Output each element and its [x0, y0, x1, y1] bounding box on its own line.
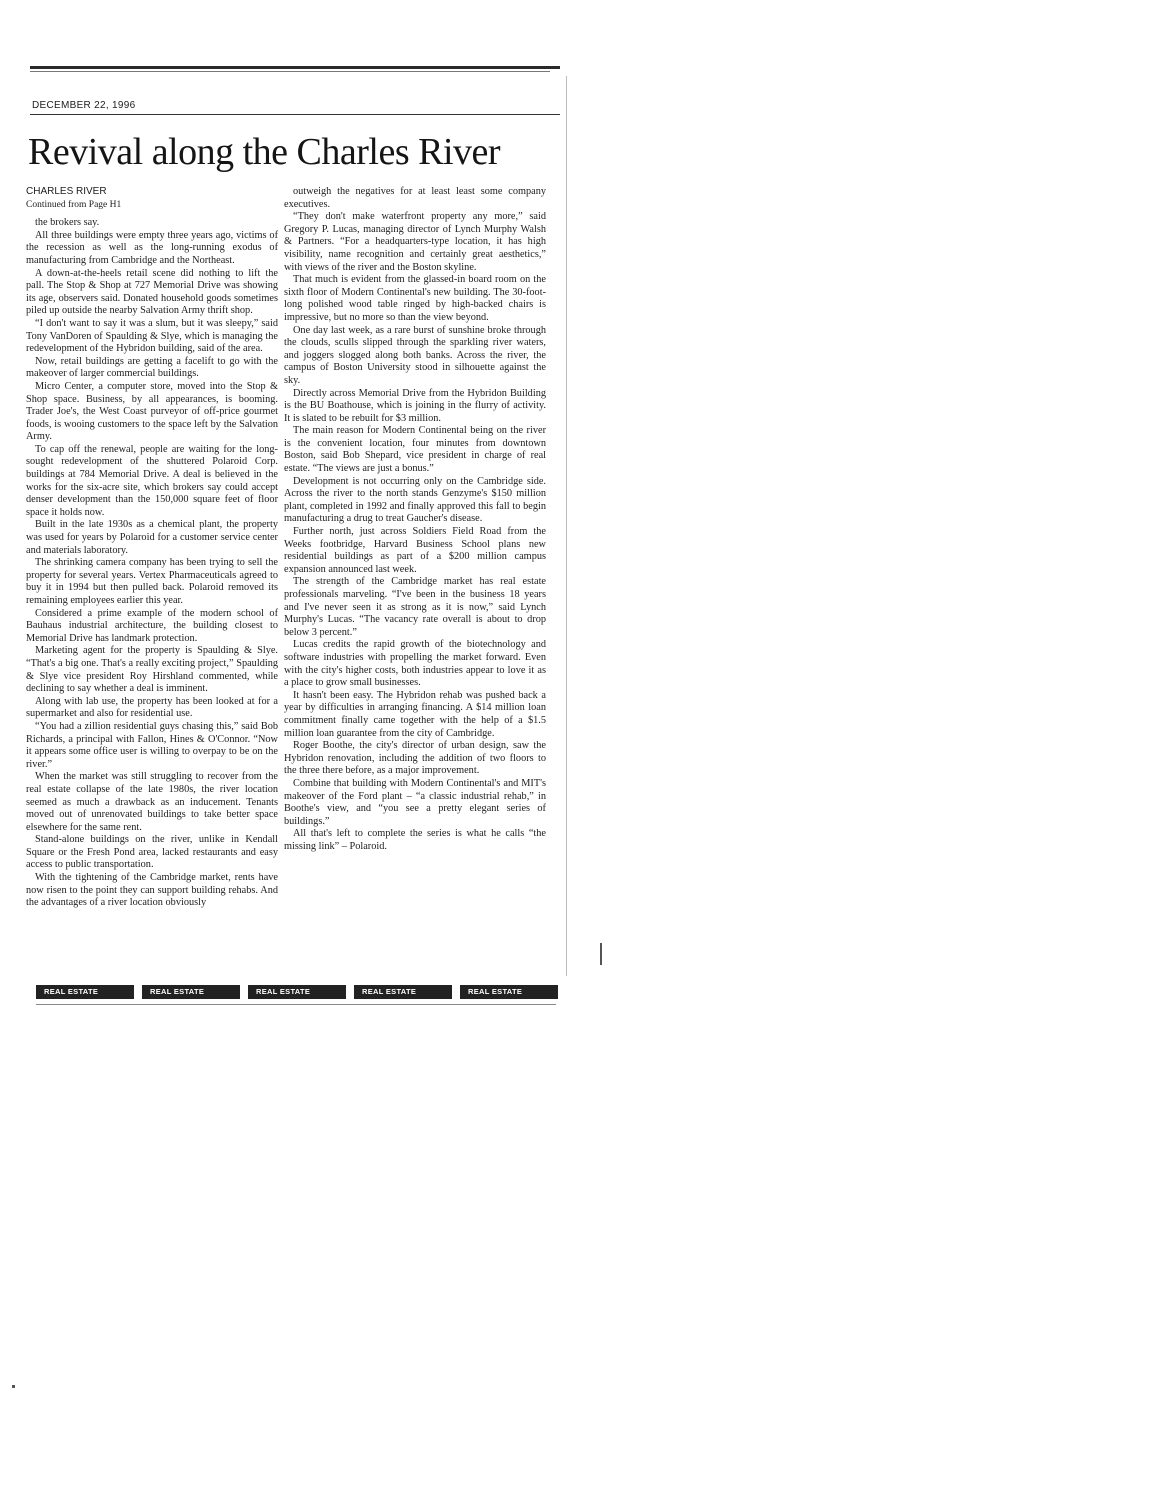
section-footer-strip	[36, 985, 558, 999]
column-left	[26, 186, 278, 910]
section-tab: REAL ESTATE	[36, 985, 134, 999]
paragraph: Marketing agent for the property is Spaulding & Slye. “That's a big one. That's a really exciting project,” Spaulding & Slye vice president Roy Hirshland commented, while declining to say whether a deal is imminent.	[26, 645, 278, 695]
paragraph: Lucas credits the rapid growth of the biotechnology and software industries with propelling the market forward. Even with the city's higher costs, both industries appear to love it as a place to grow small businesses.	[284, 639, 546, 689]
newspaper-clipping	[22, 58, 572, 1023]
paragraph: It hasn't been easy. The Hybridon rehab was pushed back a year by difficulties in arranging financing. A $14 million loan commitment finally came together with the help of a $1.5 million loan guarantee from the city of Cambridge.	[284, 689, 546, 739]
paragraph: One day last week, as a rare burst of sunshine broke through the clouds, sculls slipped through the sparkling river waters, and joggers slogged along both banks. Across the river, the campus of Boston University stood in silhouette against the sky.	[284, 324, 546, 386]
paragraph: Built in the late 1930s as a chemical plant, the property was used for years by Polaroid for a customer service center and materials laboratory.	[26, 519, 278, 556]
scan-mark	[566, 76, 567, 976]
footer-rule	[36, 1004, 556, 1005]
paragraph: A down-at-the-heels retail scene did nothing to lift the pall. The Stop & Shop at 727 Memorial Drive was showing its age, observers said. Donated household goods sometimes piled up outside the nearby Salvation Army thrift shop.	[26, 267, 278, 317]
kicker-continued: Continued from Page H1	[26, 199, 122, 210]
column-right	[284, 186, 546, 853]
article-date: DECEMBER 22, 1996	[32, 100, 136, 111]
paragraph: Further north, just across Soldiers Field Road from the Weeks footbridge, Harvard Business School plans new residential buildings as part of a $200 million campus expansion announced last week.	[284, 526, 546, 575]
paragraph: the brokers say.	[35, 217, 100, 229]
left-body	[26, 217, 278, 910]
paragraph: The strength of the Cambridge market has real estate professionals marveling. “I've been in the business 18 years and I've never seen it as strong as it is now,” said Lynch Murphy's Lucas. “The vacancy rate overall is about to drop below 3 percent.”	[284, 576, 546, 638]
article-headline: Revival along the Charles River	[28, 131, 501, 173]
paragraph: “I don't want to say it was a slum, but it was sleepy,” said Tony VanDoren of Spaulding & Slye, which is managing the redevelopment of the Hybridon building, said of the area.	[26, 317, 278, 355]
paragraph: outweigh the negatives for at least least some company executives.	[284, 186, 546, 210]
paragraph: Directly across Memorial Drive from the Hybridon Building is the BU Boathouse, which is joining in the flurry of activity. It is slated to be rebuilt for $3 million.	[284, 387, 546, 424]
paragraph: Stand-alone buildings on the river, unlike in Kendall Square or the Fresh Pond area, lacked restaurants and easy access to public transportation.	[26, 834, 278, 871]
masthead-rule-thin	[30, 71, 550, 72]
paragraph: The shrinking camera company has been trying to sell the property for several years. Vertex Pharmaceuticals agreed to buy it in 1994 but then pulled back. Polaroid removed its remaining employees earlier this year.	[26, 557, 278, 606]
paragraph: Now, retail buildings are getting a facelift to go with the makeover of larger commercial buildings.	[26, 355, 278, 380]
paragraph: “They don't make waterfront property any more,” said Gregory P. Lucas, managing director of Lynch Murphy Walsh & Partners. “For a headquarters-type location, it has high visibility, name recognition and certainly great aesthetics,” with views of the river and the Boston skyline.	[284, 211, 546, 273]
kicker-title: CHARLES RIVER	[26, 186, 107, 197]
paragraph: That much is evident from the glassed-in board room on the sixth floor of Modern Continental's new building. The 30-foot-long polished wood table ringed by high-backed chairs is impressive, but no more so than the view beyond.	[284, 274, 546, 323]
scan-mark	[12, 1385, 15, 1388]
section-tab: REAL ESTATE	[248, 985, 346, 999]
right-body	[284, 186, 546, 853]
date-rule	[30, 114, 560, 115]
paragraph: Development is not occurring only on the Cambridge side. Across the river to the north stands Genzyme's $150 million plant, completed in 1992 and finally approved this fall to begin manufacturing a drug to treat Gaucher's disease.	[284, 475, 546, 525]
paragraph: Micro Center, a computer store, moved into the Stop & Shop space. Business, by all appearances, is booming. Trader Joe's, the West Coast purveyor of off-price gourmet foods, is wooing customers to the space left by the Salvation Army.	[26, 380, 278, 443]
paragraph: All that's left to complete the series is what he calls “the missing link” – Polaroid.	[284, 828, 546, 852]
paragraph: Considered a prime example of the modern school of Bauhaus industrial architecture, the building closest to Memorial Drive has landmark protection.	[26, 607, 278, 644]
section-tab: REAL ESTATE	[142, 985, 240, 999]
paragraph: All three buildings were empty three years ago, victims of the recession as well as the long-running exodus of manufacturing from Cambridge and the Northeast.	[26, 229, 278, 266]
masthead-rule	[30, 66, 560, 69]
scan-mark	[600, 943, 602, 965]
paragraph: Combine that building with Modern Continental's and MIT's makeover of the Ford plant – “a classic industrial rehab,” in Boothe's view, and “you see a pretty elegant series of buildings.”	[284, 777, 546, 827]
section-tab: REAL ESTATE	[354, 985, 452, 999]
paragraph: Along with lab use, the property has been looked at for a supermarket and also for residential use.	[26, 695, 278, 720]
section-tab: REAL ESTATE	[460, 985, 558, 999]
paragraph: Roger Boothe, the city's director of urban design, saw the Hybridon renovation, including the addition of two floors to the three there before, as a major improvement.	[284, 740, 546, 777]
paragraph: To cap off the renewal, people are waiting for the long-sought redevelopment of the shuttered Polaroid Corp. buildings at 784 Memorial Drive. A deal is believed in the works for the six-acre site, which brokers say could accept denser development than the 150,000 square feet of floor space it holds now.	[26, 443, 278, 518]
paragraph: The main reason for Modern Continental being on the river is the convenient location, four minutes from downtown Boston, said Bob Shepard, vice president in charge of real estate. “The views are just a bonus.”	[284, 425, 546, 475]
paragraph: With the tightening of the Cambridge market, rents have now risen to the point they can support building rehabs. And the advantages of a river location obviously	[26, 872, 278, 909]
paragraph: “You had a zillion residential guys chasing this,” said Bob Richards, a principal with Fallon, Hines & O'Connor. “Now it appears some office user is willing to overpay to be on the river.”	[26, 720, 278, 770]
paragraph: When the market was still struggling to recover from the real estate collapse of the late 1980s, the river location seemed as much a drawback as an inducement. Tenants moved out of unrenovated buildings to take better space elsewhere for the same rent.	[26, 771, 278, 833]
